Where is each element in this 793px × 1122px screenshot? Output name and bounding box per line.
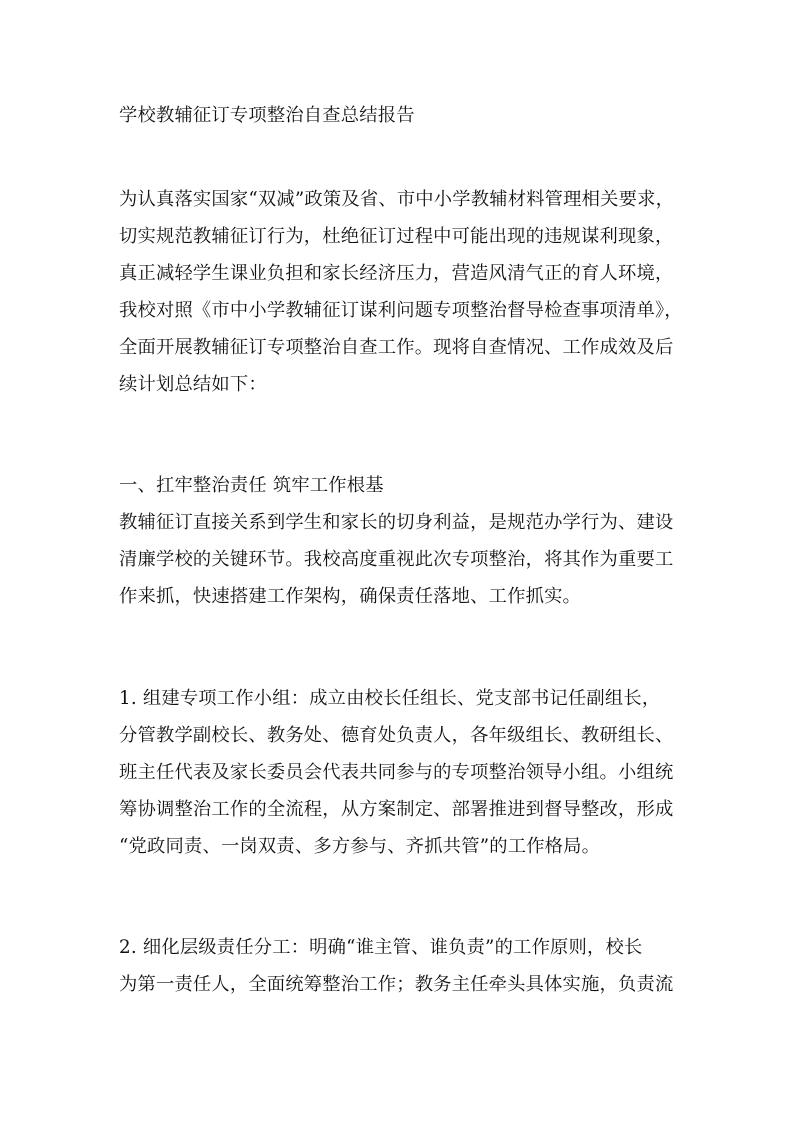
item-1-line: 筹协调整治工作的全流程，从方案制定、部署推进到督导整改，形成 xyxy=(119,799,674,820)
intro-line: 为认真落实国家“双减”政策及省、市中小学教辅材料管理相关要求， xyxy=(119,189,675,210)
document-title: 学校教辅征订专项整治自查总结报告 xyxy=(119,105,415,126)
intro-line: 我校对照《市中小学教辅征订谋利问题专项整治督导检查事项清单》， xyxy=(119,300,683,321)
intro-line: 真正减轻学生课业负担和家长经济压力，营造风清气正的育人环境， xyxy=(119,263,674,284)
item-2-line: 2. 细化层级责任分工：明确“谁主管、谁负责”的工作原则，校长 xyxy=(119,937,643,958)
section-1-heading: 一、扛牢整治责任 筑牢工作根基 xyxy=(119,475,384,496)
item-1-line: 1. 组建专项工作小组：成立由校长任组长、党支部书记任副组长， xyxy=(119,688,661,709)
section-1-line: 作来抓，快速搭建工作架构，确保责任落地、工作抓实。 xyxy=(119,586,582,607)
item-1-line: “党政同责、一岗双责、多方参与、齐抓共管”的工作格局。 xyxy=(119,836,601,857)
section-1-line: 清廉学校的关键环节。我校高度重视此次专项整治，将其作为重要工 xyxy=(119,549,674,570)
item-1-line: 班主任代表及家长委员会代表共同参与的专项整治领导小组。小组统 xyxy=(119,762,674,783)
intro-line: 切实规范教辅征订行为，杜绝征订过程中可能出现的违规谋利现象， xyxy=(119,226,674,247)
item-1-line: 分管教学副校长、教务处、德育处负责人，各年级组长、教研组长、 xyxy=(119,725,674,746)
section-1-line: 教辅征订直接关系到学生和家长的切身利益，是规范办学行为、建设 xyxy=(119,512,674,533)
item-2-line: 为第一责任人，全面统筹整治工作；教务主任牵头具体实施，负责流 xyxy=(119,974,674,995)
intro-line: 全面开展教辅征订专项整治自查工作。现将自查情况、工作成效及后 xyxy=(119,337,674,358)
intro-line: 续计划总结如下： xyxy=(119,374,267,395)
